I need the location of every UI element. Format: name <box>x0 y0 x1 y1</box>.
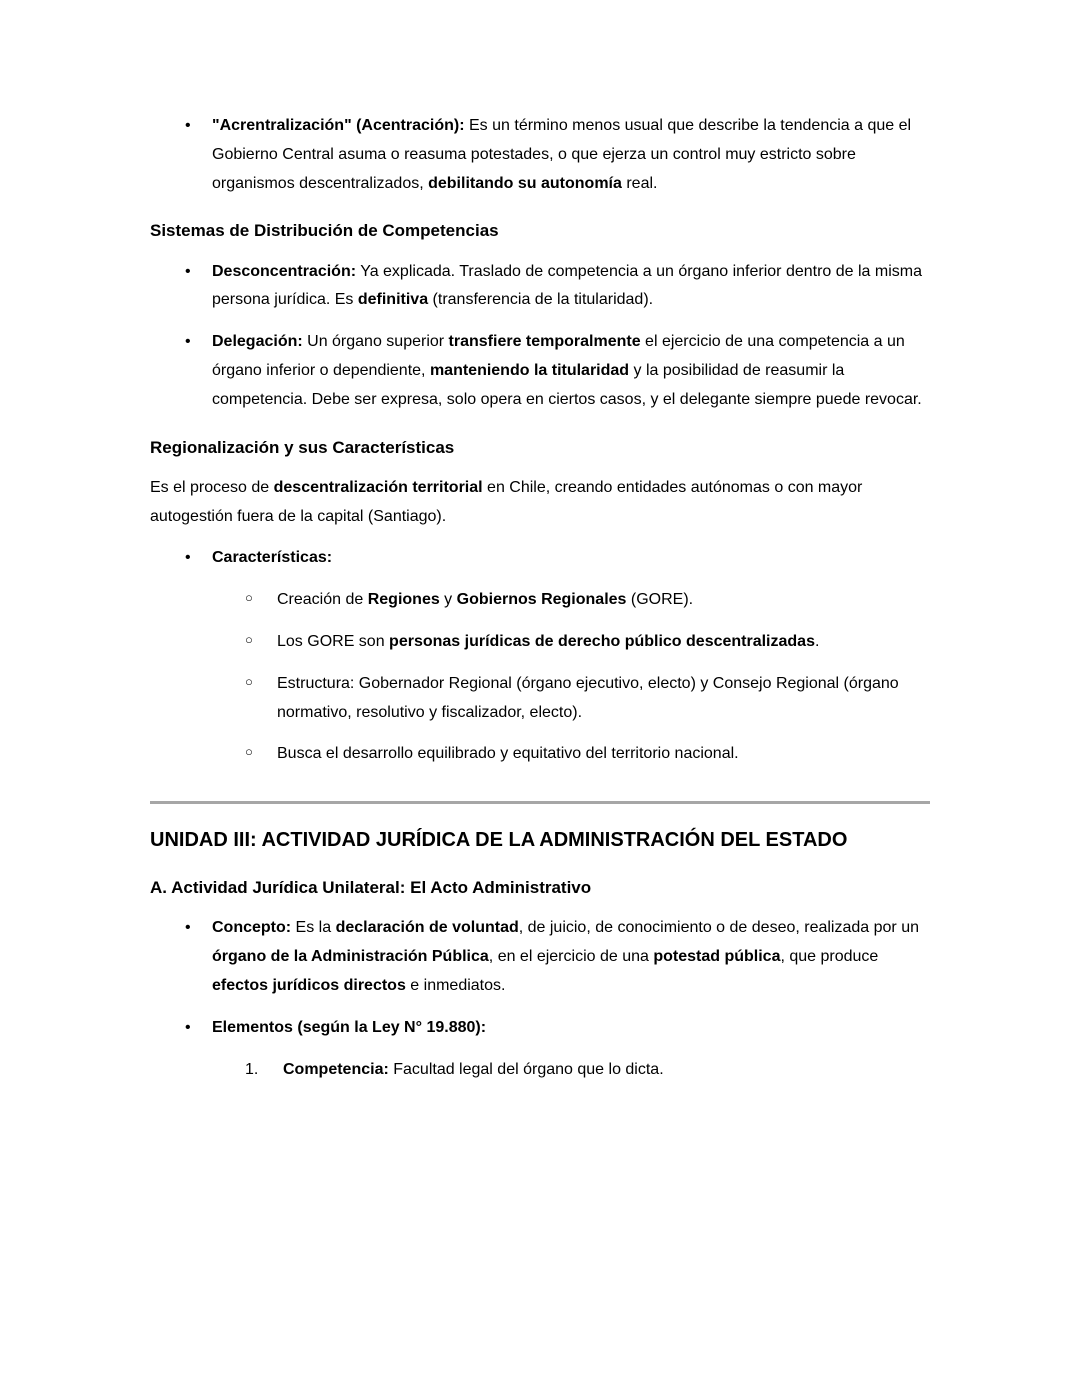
bullet-disc-icon: • <box>185 333 191 351</box>
bullet-circle-icon: ○ <box>245 631 253 647</box>
bullet-circle-icon: ○ <box>245 744 253 760</box>
bullet-item-text: Concepto: Es la declaración de voluntad, de juicio, de conocimiento o de deseo, realizada por un órgano de la Administración Pública, en el ejercicio de una potestad pública, que produce efectos jurídicos directos e inmediatos. <box>212 919 919 994</box>
bullet-item-text: Características: <box>212 549 333 567</box>
paragraph-regionalizacion: Es el proceso de descentralización territorial en Chile, creando entidades autónomas o con mayor autogestión fuera de la capital (Santiago). <box>150 478 863 525</box>
numbered-item-competencia <box>150 1056 930 1085</box>
heading-regionalizacion: Regionalización y sus Características <box>150 437 455 457</box>
bullet-circle-icon: ○ <box>245 673 253 689</box>
bullet-item-text: "Acrentralización" (Acentración): Es un término menos usual que describe la tendencia a que el Gobierno Central asuma o reasuma potestades, o que ejerza un control muy estricto sobre organismos descentralizados, debilitando su autonomía real. <box>212 117 912 192</box>
bullet-item-caracteristicas <box>150 544 930 573</box>
bullet-disc-icon: • <box>185 919 191 937</box>
bullet-item-concepto <box>150 914 930 1000</box>
bullet-item-text: Delegación: Un órgano superior transfiere temporalmente el ejercicio de una competencia a un órgano inferior o dependiente, manteniendo la titularidad y la posibilidad de reasumir la competencia. Debe ser expresa, solo opera en ciertos casos, y el delegante siempre puede revocar. <box>212 333 922 408</box>
bullet-item-text: Estructura: Gobernador Regional (órgano ejecutivo, electo) y Consejo Regional (órgano normativo, resolutivo y fiscalizador, electo). <box>277 674 899 721</box>
horizontal-rule <box>150 801 930 804</box>
bullet-disc-icon: • <box>185 117 191 134</box>
bullet-item-desconcentracion <box>150 258 930 316</box>
list-number: 1. <box>245 1060 259 1078</box>
sub-bullet-item-gore <box>150 628 930 657</box>
heading-unidad-iii: UNIDAD III: ACTIVIDAD JURÍDICA DE LA ADMINISTRACIÓN DEL ESTADO <box>150 829 848 852</box>
bullet-item-text: Los GORE son personas jurídicas de derecho público descentralizadas. <box>277 632 820 650</box>
bullet-disc-icon: • <box>185 1018 191 1036</box>
bullet-item-text: Desconcentración: Ya explicada. Traslado de competencia a un órgano inferior dentro de la misma persona jurídica. Es definitiva (transferencia de la titularidad). <box>212 262 923 309</box>
bullet-disc-icon: • <box>185 262 191 280</box>
bullet-item-elementos <box>150 1014 930 1043</box>
sub-bullet-item-creacion <box>150 586 930 615</box>
bullet-disc-icon: • <box>185 549 191 567</box>
bullet-item-text: Busca el desarrollo equilibrado y equitativo del territorio nacional. <box>277 745 739 763</box>
numbered-item-text: Competencia: Facultad legal del órgano que lo dicta. <box>283 1060 664 1078</box>
heading-sistemas-distribucion: Sistemas de Distribución de Competencias <box>150 221 499 241</box>
bullet-circle-icon: ○ <box>245 590 253 606</box>
bullet-item-delegacion <box>150 328 930 414</box>
heading-actividad-unilateral: A. Actividad Jurídica Unilateral: El Acto Administrativo <box>150 878 592 898</box>
bullet-item-text: Elementos (según la Ley N° 19.880): <box>212 1018 487 1036</box>
bullet-item-acrentralizacion <box>150 112 930 198</box>
bullet-item-text: Creación de Regiones y Gobiernos Regionales (GORE). <box>277 591 694 609</box>
sub-bullet-item-estructura <box>150 670 930 728</box>
sub-bullet-item-busca <box>150 740 930 769</box>
